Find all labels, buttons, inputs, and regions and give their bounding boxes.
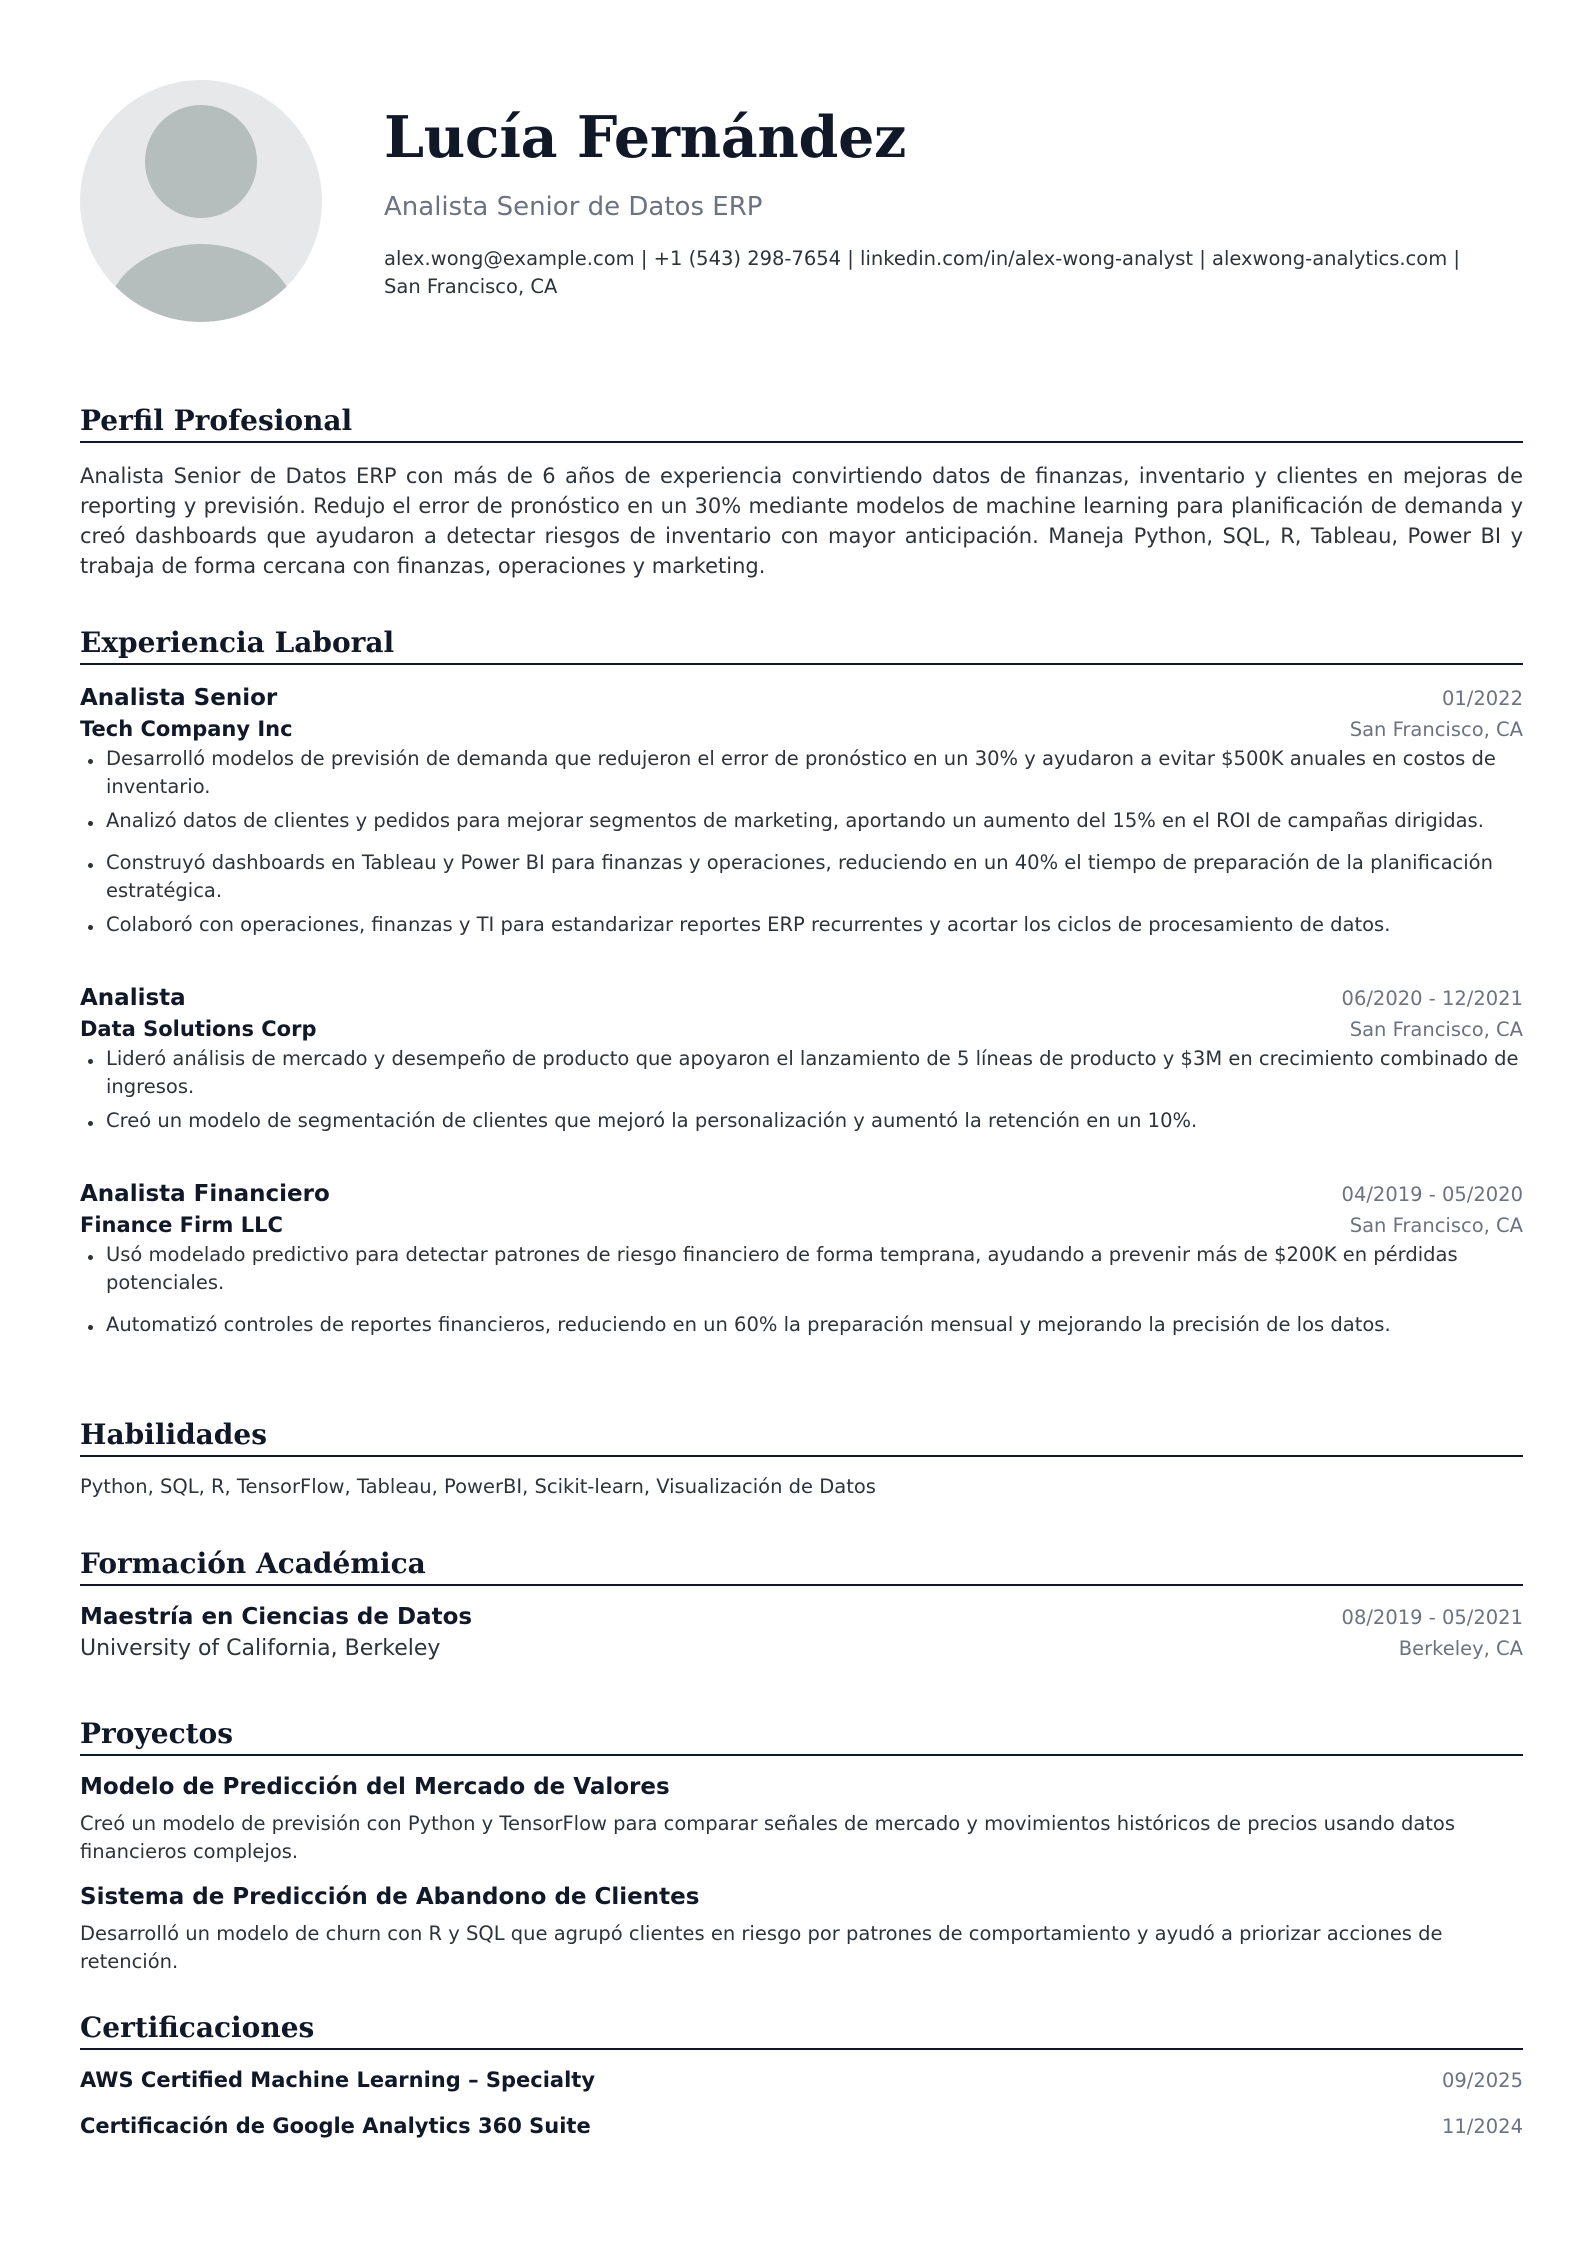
job-bullets: [80, 745, 1523, 939]
section-title-experience: Experiencia Laboral: [80, 626, 1523, 665]
avatar-head: [145, 105, 257, 218]
job-bullet: Lideró análisis de mercado y desempeño de producto que apoyaron el lanzamiento de 5 líneas de producto y $3M en crecimiento combinado de ingresos.: [80, 1045, 1523, 1101]
projects-section: [80, 1717, 1523, 1976]
certifications-section: [80, 2011, 1523, 2138]
job-bullet: Analizó datos de clientes y pedidos para mejorar segmentos de marketing, aportando un aumento del 15% en el ROI de campañas dirigidas.: [80, 807, 1523, 835]
job-bullet: Automatizó controles de reportes financieros, reduciendo en un 60% la preparación mensual y mejorando la precisión de los datos.: [80, 1311, 1523, 1339]
certification-date: 11/2024: [1441, 2115, 1523, 2138]
job-company: Data Solutions Corp: [80, 1017, 317, 1041]
job-bullet: Usó modelado predictivo para detectar patrones de riesgo financiero de forma temprana, ayudando a prevenir más de $200K en pérdidas potenciales.: [80, 1241, 1523, 1297]
certification-date: 09/2025: [1441, 2069, 1523, 2092]
job-location: San Francisco, CA: [1349, 718, 1523, 741]
candidate-name: Lucía Fernández: [384, 104, 907, 171]
skills-section: [80, 1418, 1523, 1498]
job-entry: [80, 1181, 1523, 1339]
section-title-certifications: Certificaciones: [80, 2011, 1523, 2050]
job-location: San Francisco, CA: [1349, 1214, 1523, 1237]
job-bullet: Colaboró con operaciones, finanzas y TI para estandarizar reportes ERP recurrentes y acortar los ciclos de procesamiento de datos.: [80, 911, 1523, 939]
certification-name: Certificación de Google Analytics 360 Suite: [80, 2114, 591, 2138]
job-location: San Francisco, CA: [1349, 1018, 1523, 1041]
education-section: [80, 1547, 1523, 1661]
skills-list: Python, SQL, R, TensorFlow, Tableau, PowerBI, Scikit-learn, Visualización de Datos: [80, 1475, 876, 1498]
candidate-title: Analista Senior de Datos ERP: [384, 192, 763, 222]
job-date: 04/2019 - 05/2020: [1341, 1183, 1523, 1206]
contact-info: alex.wong@example.com | +1 (543) 298-7654 | linkedin.com/in/alex-wong-analyst | alexwong-analytics.com | San Francisco, CA: [384, 247, 1460, 298]
job-role: Analista Senior: [80, 685, 278, 711]
job-date: 06/2020 - 12/2021: [1341, 987, 1523, 1010]
experience-section: [80, 626, 1523, 1345]
summary-section: [80, 404, 1523, 581]
education-school: University of California, Berkeley: [80, 1636, 441, 1661]
education-degree: Maestría en Ciencias de Datos: [80, 1604, 473, 1630]
job-bullet: Creó un modelo de segmentación de clientes que mejoró la personalización y aumentó la retención en un 10%.: [80, 1107, 1523, 1135]
education-location: Berkeley, CA: [1398, 1637, 1523, 1660]
job-company: Finance Firm LLC: [80, 1213, 283, 1237]
job-role: Analista Financiero: [80, 1181, 330, 1207]
job-entry: [80, 985, 1523, 1135]
job-date: 01/2022: [1441, 687, 1523, 710]
project-title: Modelo de Predicción del Mercado de Valores: [80, 1774, 670, 1800]
project-description: Creó un modelo de previsión con Python y TensorFlow para comparar señales de mercado y movimientos históricos de precios usando datos financieros complejos.: [80, 1812, 1456, 1863]
avatar-torso: [106, 244, 296, 322]
job-bullet: Construyó dashboards en Tableau y Power BI para finanzas y operaciones, reduciendo en un 40% el tiempo de preparación de la planificación estratégica.: [80, 849, 1523, 905]
summary-text: Analista Senior de Datos ERP con más de 6 años de experiencia convirtiendo datos de finanzas, inventario y clientes en mejoras de reporting y previsión. Redujo el error de pronóstico en un 30% mediante modelos de machine learning para planificación de demanda y creó dashboards que ayudaron a detectar riesgos de inventario con mayor anticipación. Maneja Python, SQL, R, Tableau, Power BI y trabaja de forma cercana con finanzas, operaciones y marketing.: [80, 464, 1523, 578]
job-role: Analista: [80, 985, 186, 1011]
section-title-skills: Habilidades: [80, 1418, 1523, 1457]
job-company: Tech Company Inc: [80, 717, 293, 741]
section-title-education: Formación Académica: [80, 1547, 1523, 1586]
section-title-summary: Perfil Profesional: [80, 404, 1523, 443]
avatar-placeholder-icon: [80, 80, 322, 322]
section-title-projects: Proyectos: [80, 1717, 1523, 1756]
project-description: Desarrolló un modelo de churn con R y SQL que agrupó clientes en riesgo por patrones de comportamiento y ayudó a priorizar acciones de retención.: [80, 1922, 1443, 1973]
job-bullets: [80, 1045, 1523, 1135]
job-bullets: [80, 1241, 1523, 1339]
education-date: 08/2019 - 05/2021: [1341, 1606, 1523, 1629]
job-entry: [80, 685, 1523, 939]
certification-name: AWS Certified Machine Learning – Specialty: [80, 2068, 596, 2092]
job-bullet: Desarrolló modelos de previsión de demanda que redujeron el error de pronóstico en un 30% y ayudaron a evitar $500K anuales en costos de inventario.: [80, 745, 1523, 801]
project-title: Sistema de Predicción de Abandono de Clientes: [80, 1884, 700, 1910]
